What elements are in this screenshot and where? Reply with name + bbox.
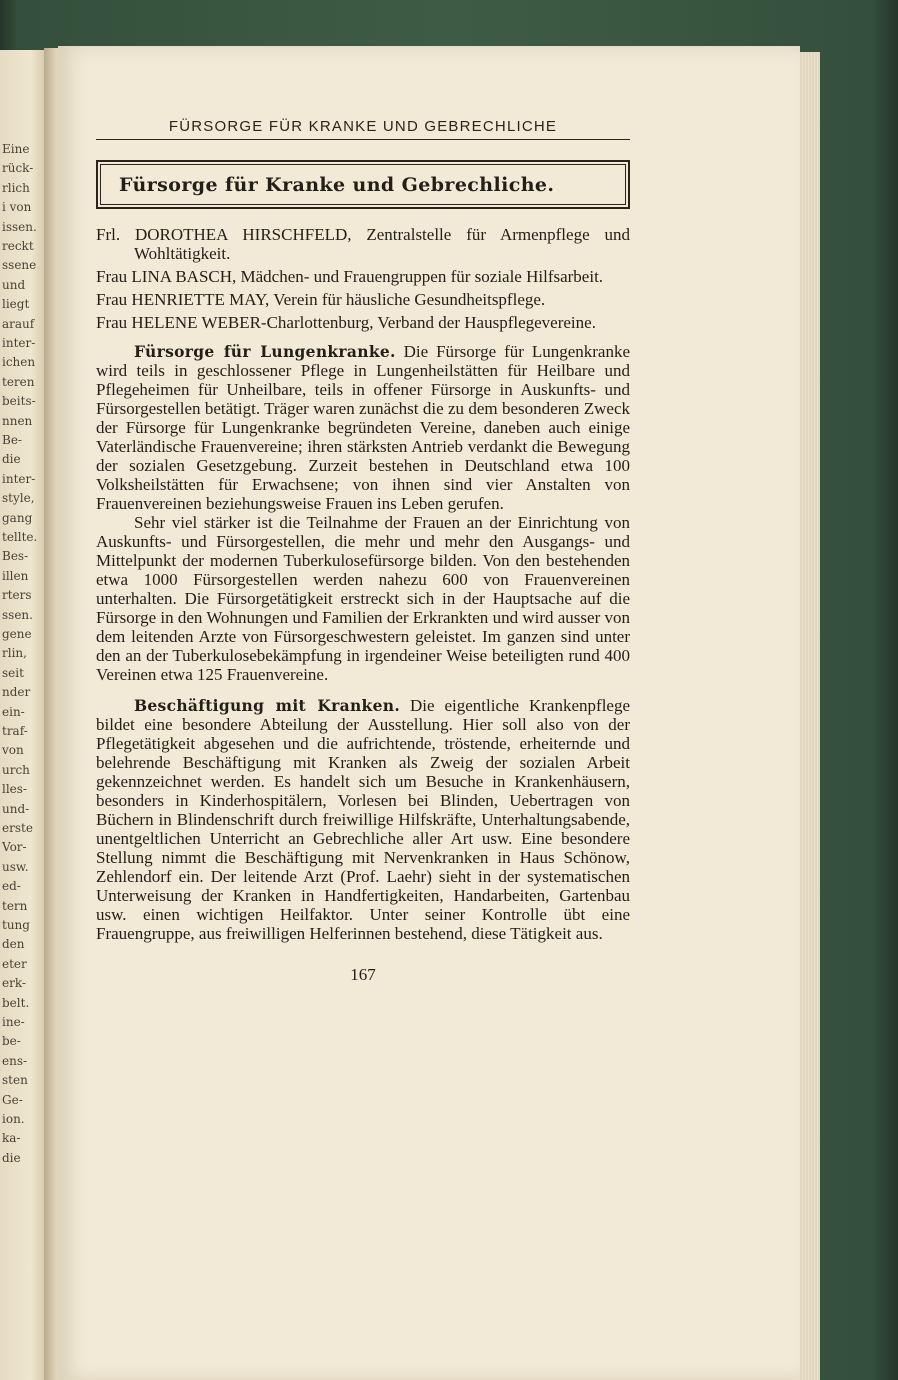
facing-page-fragment: und xyxy=(2,277,26,292)
facing-page-fragment: ichen xyxy=(2,355,36,370)
facing-page-fragment: ein- xyxy=(2,704,25,719)
facing-page-fragment: inter- xyxy=(2,336,36,350)
facing-page-fragment: nder xyxy=(2,685,31,700)
facing-page-fragment: teren xyxy=(2,374,35,389)
facing-page-fragment: rlich xyxy=(2,180,30,195)
page-content xyxy=(96,118,630,985)
facing-page-fragment: tung xyxy=(2,918,30,932)
facing-page-fragment: erste xyxy=(2,821,33,835)
facing-page-fragment: erk- xyxy=(2,976,26,991)
section-lungenkranke-paragraph xyxy=(96,342,630,513)
facing-page-fragment: Bes- xyxy=(2,549,29,564)
facing-page-fragment: Vor- xyxy=(2,840,27,855)
facing-page-fragment: issen. xyxy=(2,219,37,234)
contributor-entry: Frau HELENE WEBER-Charlottenburg, Verband der Hauspflegevereine. xyxy=(96,313,596,332)
facing-page-fragment: traf- xyxy=(2,724,28,738)
facing-page-fragment: tellte. xyxy=(2,530,38,544)
facing-page-fragment: Eine xyxy=(2,142,30,156)
chapter-title: Fürsorge für Kranke und Gebrechliche. xyxy=(100,164,626,205)
running-head: FÜRSORGE FÜR KRANKE UND GEBRECHLICHE xyxy=(96,118,630,140)
facing-page-fragment: den xyxy=(2,937,25,952)
facing-page-fragment: arauf xyxy=(2,316,35,331)
contributor-entry: Frau HENRIETTE MAY, Verein für häusliche Gesundheitspflege. xyxy=(96,290,546,309)
facing-page-fragment: ine- xyxy=(2,1015,25,1029)
section-lungenkranke-text: Die Fürsorge für Lungenkranke wird teils in geschlossener Pflege in Lungenheilstätten für Heilbare und Pflegeheimen für Unheilbare, teils in offener Fürsorge in Auskunfts- und Fürsorgestellen betätigt. Träger waren zunächst die zu dem besonderen Zweck der Fürsorge für Lungenkranke begründeten Vereine, daneben auch einige Vaterländische Frauenvereine; ihren stärksten Antrieb verdankt die Bewegung der sozialen Gesetzgebung. Zurzeit bestehen in Deutschland etwa 100 Volksheilstätten für Erwachsene; von ihnen sind vier Anstalten von Frauenvereinen beziehungsweise Frauen ins Leben gerufen. xyxy=(96,342,631,513)
facing-page-fragment: sten xyxy=(2,1073,28,1088)
facing-page-edge xyxy=(0,50,44,1380)
section-beschaeftigung-text: Die eigentliche Krankenpflege bildet eine besondere Abteilung der Ausstellung. Hier soll also von der Pflegetätigkeit abgesehen und die aufrichtende, tröstende, erheiternde und belehrende Beschäftigung mit Kranken als Zweig der sozialen Arbeit gekennzeichnet werden. Es handelt sich um Besuche in Krankenhäusern, besonders in Kinderhospitälern, Vorlesen bei Blinden, Uebertragen von Büchern in Blindenschrift durch freiwillige Hilfskräfte, Unterhaltungsabende, unentgeltlichen Unterricht an Gebrechliche aller Art usw. Eine besondere Stellung nimmt die Beschäftigung mit Nervenkranken in Haus Schönow, Zehlendorf ein. Der leitende Arzt (Prof. Laehr) sieht in der systematischen Unterweisung der Kranken in Handfertigkeiten, Handarbeiten, Gartenbau usw. einen wichtigen Heilfaktor. Unter seiner Kontrolle übt eine Frauengruppe, aus freiwilligen Helferinnen bestehend, diese Tätigkeit aus. xyxy=(96,696,631,943)
chapter-title-box xyxy=(96,160,630,209)
facing-page-fragment: die xyxy=(2,452,21,467)
contributor-list xyxy=(96,225,630,332)
contributor-entry: Frau LINA BASCH, Mädchen- und Frauengruppen für soziale Hilfsarbeit. xyxy=(96,267,604,286)
facing-page-fragment: ed- xyxy=(2,879,21,894)
section-heading-lungenkranke: Fürsorge für Lungenkranke. xyxy=(134,342,396,361)
facing-page-fragment: eter xyxy=(2,956,27,971)
facing-page-fragment: lles- xyxy=(2,782,27,797)
section-beschaeftigung-paragraph xyxy=(96,696,630,943)
facing-page-fragment: reckt xyxy=(2,239,34,253)
facing-page-fragment: tern xyxy=(2,898,28,913)
facing-page-fragment: style, xyxy=(2,491,35,506)
section-lungenkranke-paragraph-2: Sehr viel stärker ist die Teilnahme der Frauen an der Einrichtung von Auskunfts- und Fürsorgestellen, die mehr und mehr den Ausgangs- und Mittelpunkt der modernen Tuberkulosefürsorge bilden. Von den bestehenden etwa 1000 Fürsorgestellen werden nahezu 600 von Frauenvereinen unterhalten. Die Fürsorgetätigkeit erstreckt sich in der Hauptsache auf die Fürsorge in den Wohnungen und Familien der Erkrankten und wird ausser von dem leitenden Arzte von Fürsorgeschwestern geleistet. Im ganzen sind unter den an der Tuberkulosebekämpfung in irgendeiner Weise beteiligten rund 400 Vereinen etwa 125 Frauenvereine. xyxy=(96,513,630,684)
facing-page-fragment: ssene xyxy=(2,258,37,273)
facing-page-fragment: die xyxy=(2,1150,21,1165)
facing-page-fragment: urch xyxy=(2,762,30,777)
facing-page-fragment: nnen xyxy=(2,413,33,428)
facing-page-fragment: von xyxy=(2,743,24,758)
facing-page-fragment: gene xyxy=(2,627,32,641)
facing-page-fragment: rück- xyxy=(2,161,34,176)
facing-page-fragment: ssen. xyxy=(2,607,33,622)
facing-page-fragment: belt. xyxy=(2,995,30,1010)
facing-page-fragment: i von xyxy=(2,200,32,215)
facing-page-fragment: beits- xyxy=(2,394,36,409)
facing-page-fragment: seit xyxy=(2,665,24,680)
page-number: 167 xyxy=(350,965,376,984)
facing-page-fragment: inter- xyxy=(2,471,36,486)
facing-page-fragment: ka- xyxy=(2,1131,21,1146)
facing-page-fragment: liegt xyxy=(2,297,30,312)
contributor-entry: Frl. DOROTHEA HIRSCHFELD, Zentralstelle für Armenpflege und Wohltätigkeit. xyxy=(96,225,630,263)
facing-page-fragment: ens- xyxy=(2,1053,28,1068)
facing-page-fragment: rters xyxy=(2,588,32,603)
facing-page-fragment: gang xyxy=(2,510,33,525)
facing-page-fragment: rlin, xyxy=(2,646,27,661)
section-heading-beschaeftigung: Beschäftigung mit Kranken. xyxy=(134,696,401,715)
facing-page-fragment: Be- xyxy=(2,433,22,447)
facing-page-fragment: usw. xyxy=(2,859,29,874)
facing-page-fragment: und- xyxy=(2,801,30,816)
facing-page-fragment: illen xyxy=(2,568,29,583)
facing-page-fragment: be- xyxy=(2,1034,21,1049)
facing-page-fragment: Ge- xyxy=(2,1092,23,1107)
facing-page-fragment: ion. xyxy=(2,1112,25,1126)
page-block-edge xyxy=(798,52,820,1380)
